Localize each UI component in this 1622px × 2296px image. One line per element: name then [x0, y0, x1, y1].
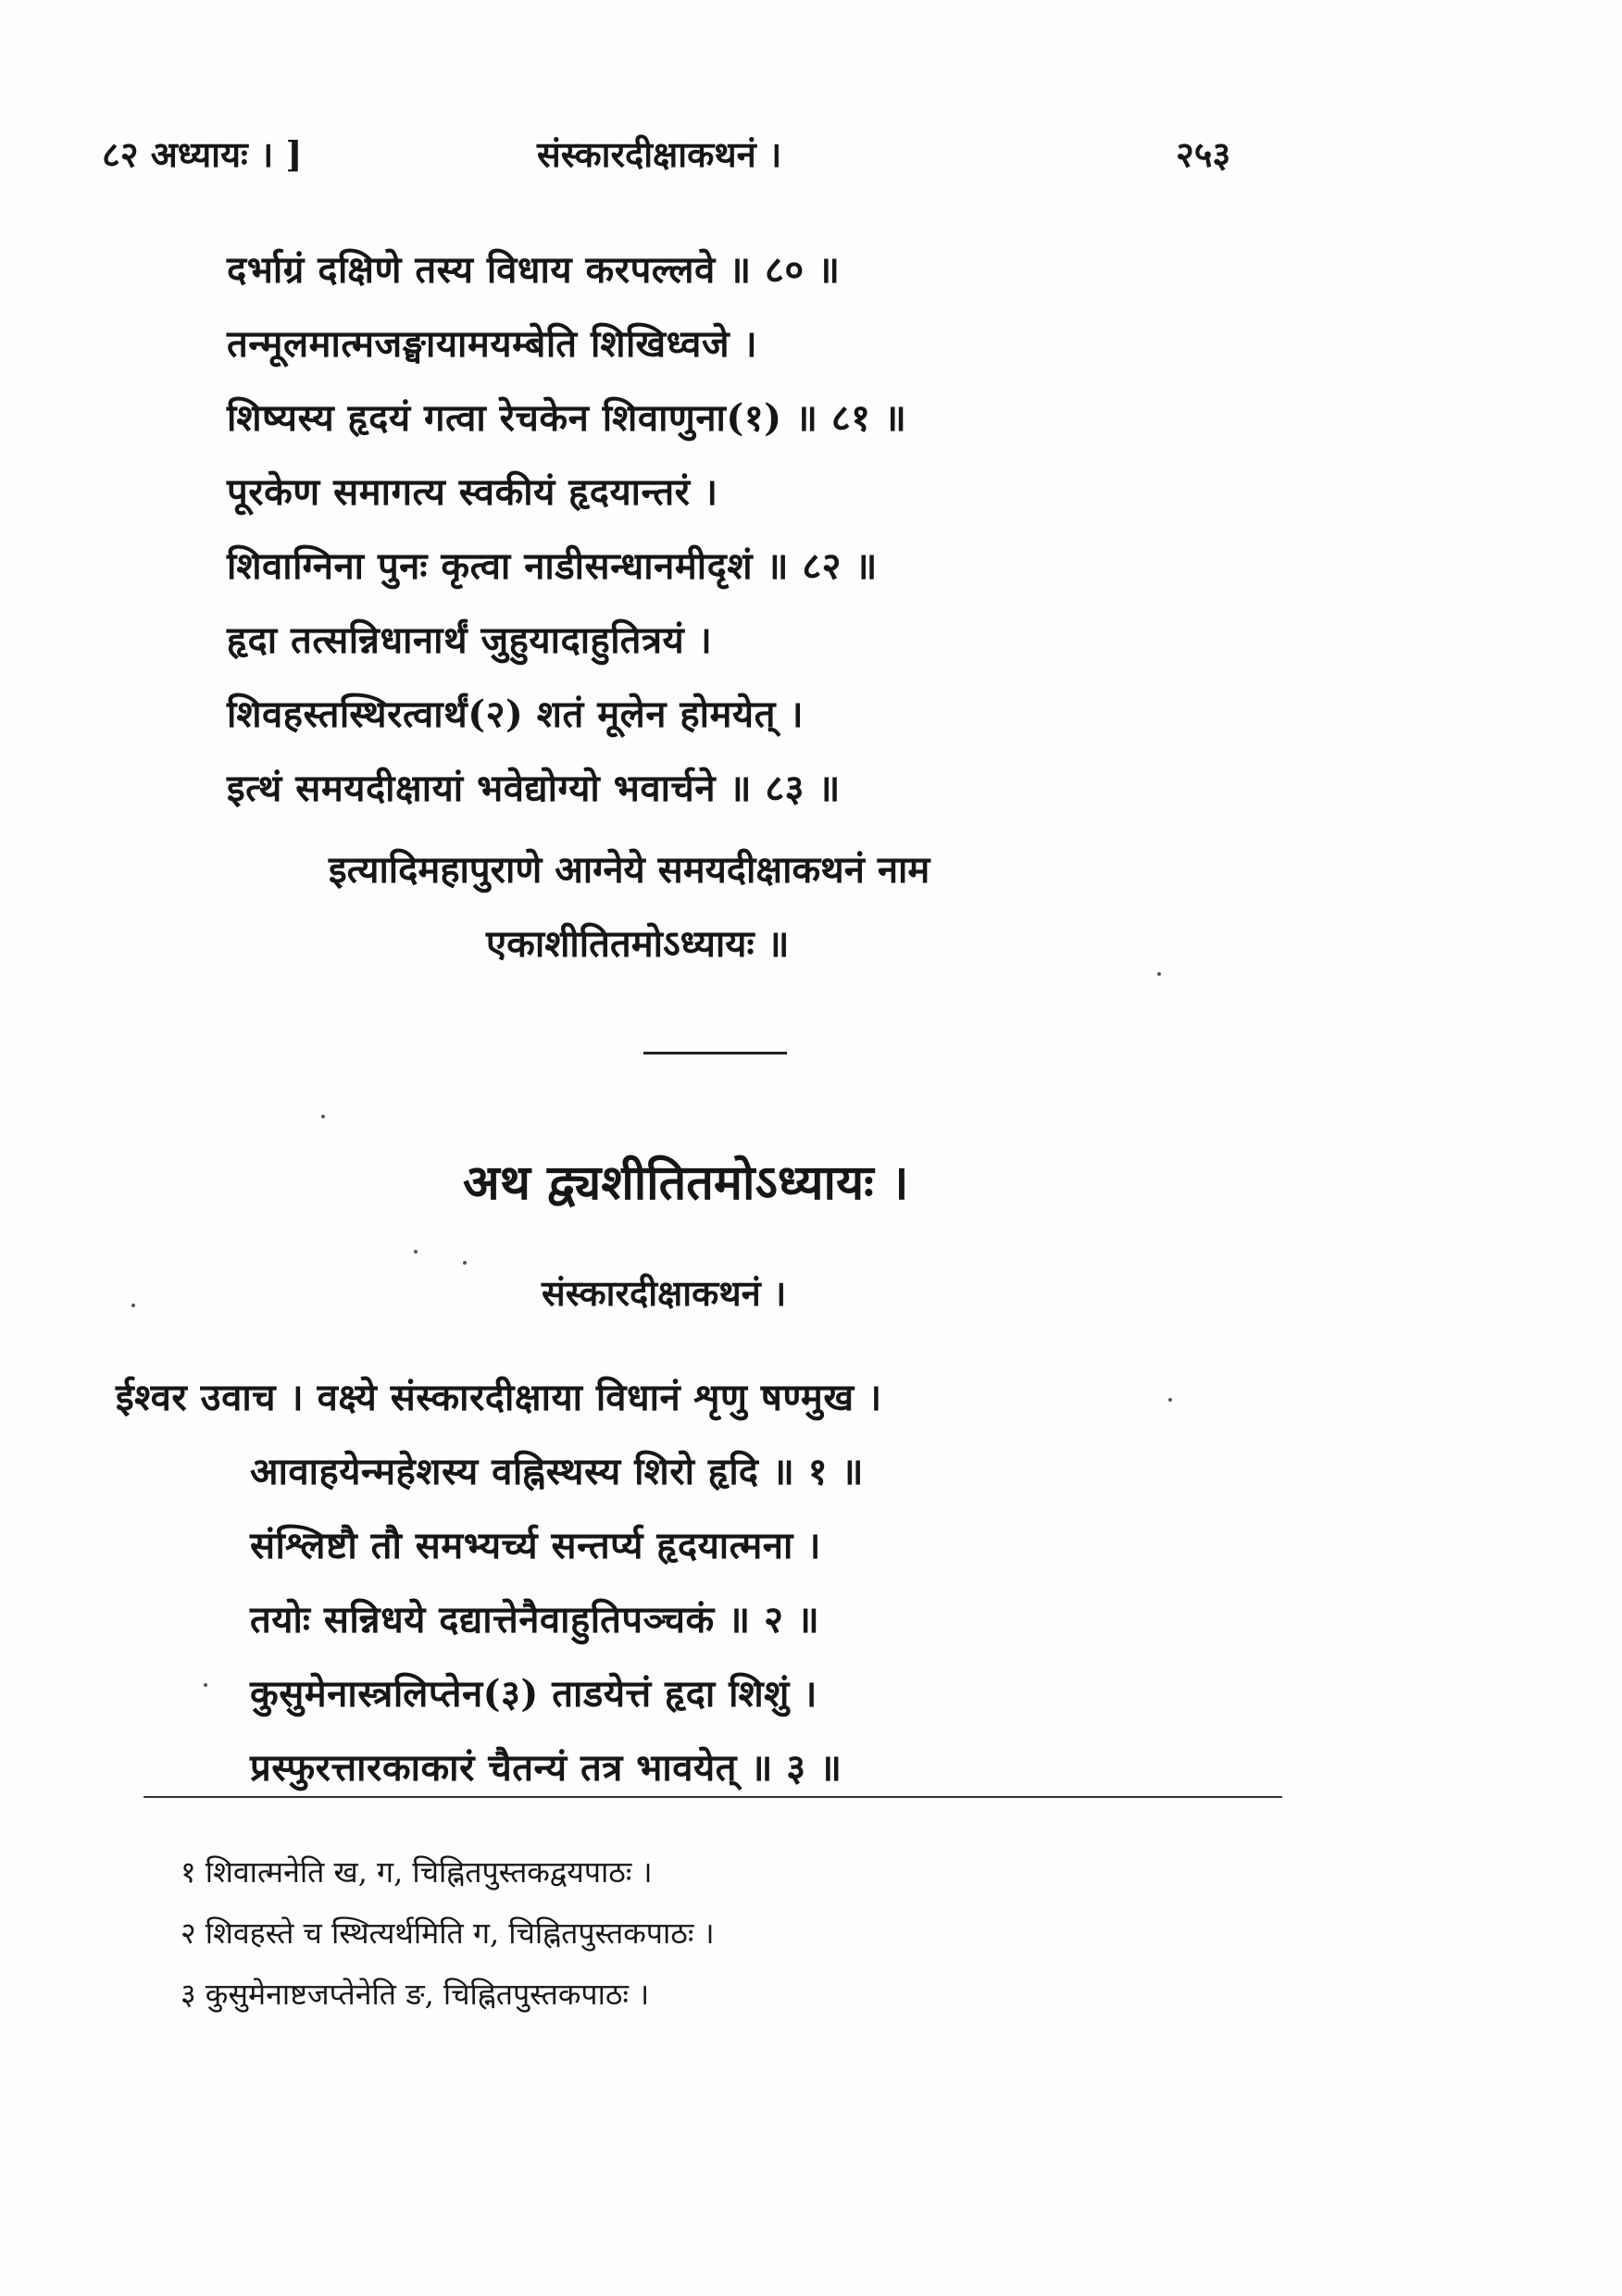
- verse-line: कुसुमेनास्त्रलिप्तेन(३) ताडयेत्तं हृदा शिशुं ।: [250, 1672, 817, 1716]
- section-divider: [643, 1052, 787, 1054]
- verse-line: इत्थं समयदीक्षायां भवेद्योग्यो भवार्चने ॥ ८३ ॥: [227, 767, 841, 810]
- verse-line: दर्भाग्रं दक्षिणे तस्य विधाय करपल्लवे ॥ ८० ॥: [227, 248, 841, 292]
- chapter-title: अथ द्व्यशीतितमोऽध्यायः ।: [463, 1154, 909, 1211]
- footnote: ३ कुसुमेनाष्टजप्तेनेति ङ, चिह्नितपुस्तकपाठः ।: [181, 1977, 650, 2012]
- verse-line: पूरकेण समागत्य स्वकीयं हृदयान्तरं ।: [227, 470, 718, 514]
- scan-speck: [321, 1115, 325, 1118]
- verse-line: प्रस्फुरत्तारकाकारं चैतन्यं तत्र भावयेत् ॥ ३ ॥: [250, 1746, 842, 1790]
- verse-line: शिवहस्तस्थिरत्वार्थं(२) शतं मूलेन होमयेत् ।: [227, 693, 804, 736]
- footnote-rule: [143, 1796, 1282, 1798]
- colophon-line: एकाशीतितमोऽध्यायः ॥: [486, 922, 790, 966]
- page-number: २५३: [1176, 133, 1231, 175]
- verse-line: शिवाग्निना पुनः कृत्वा नाडीसन्धानमीदृशं ॥ ८२ ॥: [227, 544, 878, 588]
- scan-speck: [463, 1261, 467, 1265]
- scan-speck: [1168, 1398, 1172, 1402]
- scan-speck: [414, 1250, 418, 1254]
- scan-speck: [204, 1683, 207, 1687]
- colophon-line: इत्यादिमहापुराणे आग्नेये समयदीक्षाकथनं नाम: [329, 848, 930, 892]
- scan-speck: [131, 1304, 135, 1307]
- running-header-left: ८२ अध्यायः । ]: [102, 133, 303, 175]
- chapter-subtitle: संस्कारदीक्षाकथनं ।: [542, 1272, 787, 1314]
- verse-line: ईश्वर उवाच । वक्ष्ये संस्कारदीक्षाया विधानं शृणु षण्मुख ।: [116, 1376, 882, 1419]
- verse-line: हृदा तत्सन्निधानार्थं जुहुयादाहुतित्रयं ।: [227, 618, 713, 662]
- verse-line: आवाहयेन्महेशस्य वह्निस्थस्य शिरो हृदि ॥ १ ॥: [250, 1450, 864, 1493]
- verse-line: तन्मूलमात्मजङ्घायामयम्बेति शिखिध्वजे ।: [227, 322, 758, 366]
- scan-speck: [1157, 972, 1161, 976]
- verse-line: शिष्यस्य हृदयं गत्वा रेचकेन शिवाणुना(१) ॥ ८१ ॥: [227, 396, 907, 440]
- footnote: २ शिवहस्ते च स्थित्यर्थमिति ग, चिह्नितपुस्तकपाठः ।: [181, 1915, 715, 1951]
- verse-line: संश्लिष्टौ तौ समभ्यर्च्य सन्तर्प्य हृदयात्मना ।: [250, 1524, 821, 1567]
- footnote: १ शिवात्मनेति ख, ग, चिह्नितपुस्तकद्वयपाठः ।: [181, 1854, 653, 1890]
- verse-line: तयोः सन्निधये दद्यात्तेनैवाहुतिपञ्चकं ॥ २ ॥: [250, 1598, 820, 1641]
- running-header-title: संस्कारदीक्षाकथनं ।: [537, 133, 782, 175]
